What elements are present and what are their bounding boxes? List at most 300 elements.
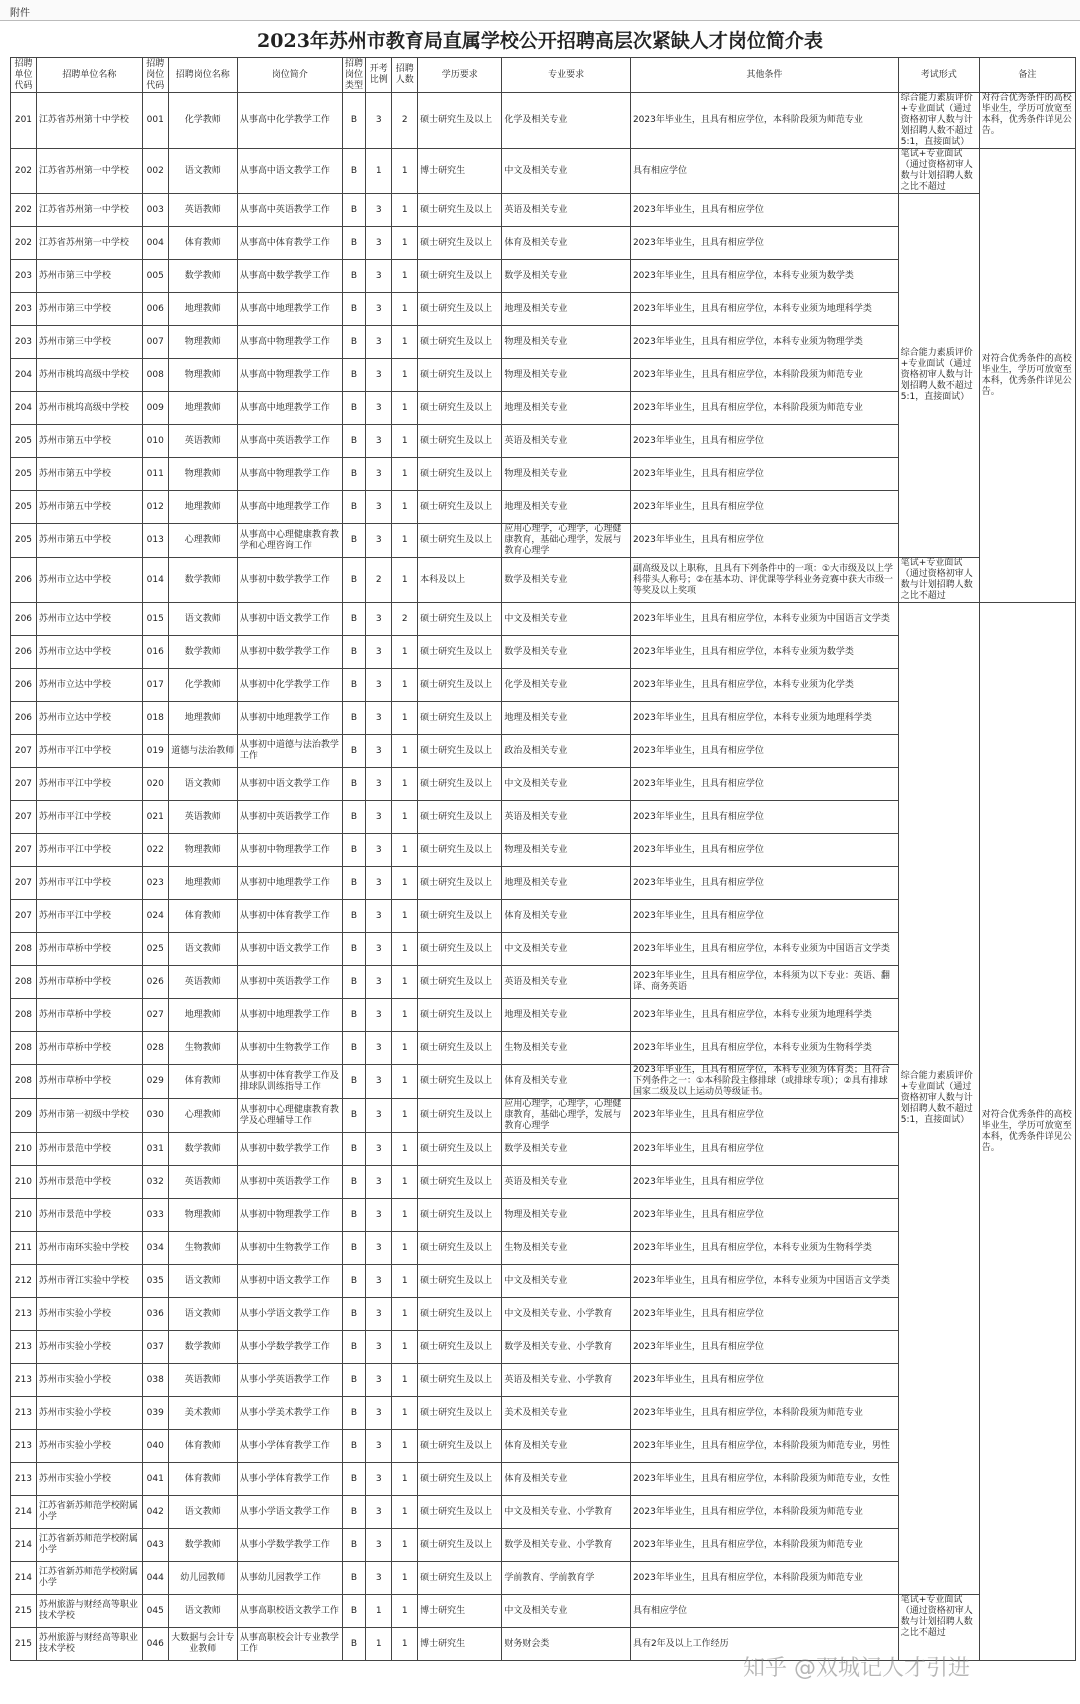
other-conditions-cell: 2023年毕业生，且具有相应学位，本科专业须为生物科学类	[630, 1032, 898, 1065]
major-cell: 政治及相关专业	[502, 735, 631, 768]
education-cell: 硕士研究生及以上	[418, 1529, 502, 1562]
post-type-cell: B	[342, 1463, 366, 1496]
other-conditions-cell: 2023年毕业生，且具有相应学位，本科专业须为中国语言文学类	[630, 933, 898, 966]
post-type-cell: B	[342, 524, 366, 558]
unit-code-cell: 201	[11, 93, 37, 149]
exam-ratio-cell: 3	[366, 326, 392, 359]
unit-name-cell: 苏州市实验小学校	[36, 1298, 142, 1331]
other-conditions-cell: 2023年毕业生，且具有相应学位	[630, 900, 898, 933]
post-type-cell: B	[342, 1065, 366, 1099]
unit-name-cell: 苏州市第三中学校	[36, 293, 142, 326]
post-type-cell: B	[342, 458, 366, 491]
column-header: 岗位简介	[237, 58, 342, 93]
other-conditions-cell: 2023年毕业生，且具有相应学位	[630, 867, 898, 900]
post-name-cell: 生物教师	[168, 1232, 237, 1265]
post-type-cell: B	[342, 149, 366, 194]
exam-ratio-cell: 3	[366, 636, 392, 669]
hire-count-cell: 1	[392, 1430, 418, 1463]
post-intro-cell: 从事初中物理教学工作	[237, 1199, 342, 1232]
post-code-cell: 043	[142, 1529, 168, 1562]
unit-name-cell: 苏州市立达中学校	[36, 603, 142, 636]
exam-format-cell: 笔试+专业面试（通过资格初审人数与计划招聘人数之比不超过	[898, 1595, 979, 1661]
exam-ratio-cell: 3	[366, 933, 392, 966]
post-intro-cell: 从事高中语文教学工作	[237, 149, 342, 194]
hire-count-cell: 1	[392, 194, 418, 227]
education-cell: 硕士研究生及以上	[418, 1562, 502, 1595]
education-cell: 硕士研究生及以上	[418, 326, 502, 359]
unit-code-cell: 203	[11, 293, 37, 326]
education-cell: 硕士研究生及以上	[418, 93, 502, 149]
post-intro-cell: 从事高中物理教学工作	[237, 359, 342, 392]
post-type-cell: B	[342, 1430, 366, 1463]
hire-count-cell: 2	[392, 93, 418, 149]
hire-count-cell: 1	[392, 1133, 418, 1166]
post-name-cell: 英语教师	[168, 801, 237, 834]
post-intro-cell: 从事小学体育教学工作	[237, 1430, 342, 1463]
education-cell: 硕士研究生及以上	[418, 392, 502, 425]
top-strip	[0, 0, 1080, 21]
unit-name-cell: 苏州市草桥中学校	[36, 933, 142, 966]
education-cell: 硕士研究生及以上	[418, 1232, 502, 1265]
post-code-cell: 038	[142, 1364, 168, 1397]
post-name-cell: 地理教师	[168, 392, 237, 425]
attachment-label: 附件	[10, 8, 30, 19]
post-name-cell: 体育教师	[168, 1430, 237, 1463]
post-intro-cell: 从事小学英语教学工作	[237, 1364, 342, 1397]
post-code-cell: 040	[142, 1430, 168, 1463]
education-cell: 硕士研究生及以上	[418, 1265, 502, 1298]
post-type-cell: B	[342, 735, 366, 768]
unit-code-cell: 211	[11, 1232, 37, 1265]
education-cell: 硕士研究生及以上	[418, 702, 502, 735]
post-code-cell: 036	[142, 1298, 168, 1331]
post-type-cell: B	[342, 260, 366, 293]
hire-count-cell: 1	[392, 1364, 418, 1397]
post-intro-cell: 从事高中化学教学工作	[237, 93, 342, 149]
remark-cell: 对符合优秀条件的高校毕业生，学历可放宽至本科，优秀条件详见公告。	[979, 149, 1075, 603]
post-name-cell: 英语教师	[168, 1166, 237, 1199]
post-intro-cell: 从事初中地理教学工作	[237, 867, 342, 900]
exam-ratio-cell: 3	[366, 999, 392, 1032]
unit-code-cell: 206	[11, 702, 37, 735]
unit-code-cell: 212	[11, 1265, 37, 1298]
education-cell: 硕士研究生及以上	[418, 1397, 502, 1430]
column-header: 招聘岗位代码	[142, 58, 168, 93]
unit-code-cell: 207	[11, 735, 37, 768]
unit-code-cell: 205	[11, 458, 37, 491]
education-cell: 硕士研究生及以上	[418, 194, 502, 227]
exam-ratio-cell: 3	[366, 458, 392, 491]
hire-count-cell: 1	[392, 558, 418, 603]
exam-ratio-cell: 3	[366, 966, 392, 999]
hire-count-cell: 1	[392, 999, 418, 1032]
exam-ratio-cell: 3	[366, 1199, 392, 1232]
major-cell: 数学及相关专业	[502, 636, 631, 669]
post-type-cell: B	[342, 227, 366, 260]
major-cell: 地理及相关专业	[502, 867, 631, 900]
exam-ratio-cell: 3	[366, 1133, 392, 1166]
unit-code-cell: 210	[11, 1199, 37, 1232]
post-code-cell: 015	[142, 603, 168, 636]
post-code-cell: 018	[142, 702, 168, 735]
other-conditions-cell: 2023年毕业生，且具有相应学位	[630, 491, 898, 524]
education-cell: 硕士研究生及以上	[418, 801, 502, 834]
other-conditions-cell: 2023年毕业生，且具有相应学位，本科阶段须为师范专业	[630, 1496, 898, 1529]
unit-code-cell: 208	[11, 1065, 37, 1099]
other-conditions-cell: 2023年毕业生，且具有相应学位，本科阶段须为师范专业，男性	[630, 1430, 898, 1463]
exam-ratio-cell: 3	[366, 1331, 392, 1364]
post-type-cell: B	[342, 1331, 366, 1364]
post-type-cell: B	[342, 293, 366, 326]
education-cell: 硕士研究生及以上	[418, 1331, 502, 1364]
post-intro-cell: 从事初中化学教学工作	[237, 669, 342, 702]
post-name-cell: 语文教师	[168, 1298, 237, 1331]
major-cell: 数学及相关专业、小学教育	[502, 1331, 631, 1364]
hire-count-cell: 1	[392, 425, 418, 458]
post-type-cell: B	[342, 834, 366, 867]
other-conditions-cell: 2023年毕业生，且具有相应学位，本科阶段须为师范专业	[630, 93, 898, 149]
major-cell: 生物及相关专业	[502, 1232, 631, 1265]
post-name-cell: 物理教师	[168, 359, 237, 392]
exam-ratio-cell: 3	[366, 1232, 392, 1265]
unit-name-cell: 苏州市景范中学校	[36, 1133, 142, 1166]
exam-ratio-cell: 3	[366, 1463, 392, 1496]
education-cell: 硕士研究生及以上	[418, 1463, 502, 1496]
post-code-cell: 005	[142, 260, 168, 293]
post-type-cell: B	[342, 702, 366, 735]
hire-count-cell: 1	[392, 1265, 418, 1298]
hire-count-cell: 1	[392, 1331, 418, 1364]
post-intro-cell: 从事小学语文教学工作	[237, 1298, 342, 1331]
unit-name-cell: 苏州旅游与财经高等职业技术学校	[36, 1595, 142, 1628]
other-conditions-cell: 2023年毕业生，且具有相应学位，本科专业须为物理学类	[630, 326, 898, 359]
unit-code-cell: 204	[11, 359, 37, 392]
hire-count-cell: 1	[392, 1496, 418, 1529]
hire-count-cell: 1	[392, 900, 418, 933]
hire-count-cell: 1	[392, 933, 418, 966]
post-code-cell: 039	[142, 1397, 168, 1430]
hire-count-cell: 1	[392, 227, 418, 260]
post-name-cell: 语文教师	[168, 1265, 237, 1298]
unit-code-cell: 213	[11, 1298, 37, 1331]
post-type-cell: B	[342, 669, 366, 702]
education-cell: 硕士研究生及以上	[418, 768, 502, 801]
other-conditions-cell: 2023年毕业生，且具有相应学位，本科阶段须为师范专业	[630, 392, 898, 425]
unit-code-cell: 208	[11, 966, 37, 999]
column-header: 开考比例	[366, 58, 392, 93]
hire-count-cell: 1	[392, 1065, 418, 1099]
post-name-cell: 道德与法治教师	[168, 735, 237, 768]
unit-code-cell: 202	[11, 194, 37, 227]
exam-ratio-cell: 3	[366, 524, 392, 558]
post-name-cell: 心理教师	[168, 1099, 237, 1133]
unit-name-cell: 江苏省苏州第一中学校	[36, 149, 142, 194]
unit-name-cell: 江苏省苏州第一中学校	[36, 227, 142, 260]
unit-code-cell: 215	[11, 1595, 37, 1628]
other-conditions-cell: 2023年毕业生，且具有相应学位，本科阶段须为师范专业	[630, 1562, 898, 1595]
hire-count-cell: 1	[392, 801, 418, 834]
unit-name-cell: 苏州市平江中学校	[36, 768, 142, 801]
education-cell: 硕士研究生及以上	[418, 359, 502, 392]
major-cell: 中文及相关专业	[502, 768, 631, 801]
other-conditions-cell: 2023年毕业生，且具有相应学位，本科专业须为化学类	[630, 669, 898, 702]
post-type-cell: B	[342, 1364, 366, 1397]
unit-code-cell: 213	[11, 1430, 37, 1463]
post-code-cell: 019	[142, 735, 168, 768]
exam-ratio-cell: 3	[366, 867, 392, 900]
hire-count-cell: 1	[392, 458, 418, 491]
major-cell: 地理及相关专业	[502, 491, 631, 524]
hire-count-cell: 1	[392, 834, 418, 867]
major-cell: 英语及相关专业	[502, 801, 631, 834]
post-intro-cell: 从事高职校会计专业教学工作	[237, 1628, 342, 1661]
education-cell: 博士研究生	[418, 1595, 502, 1628]
post-type-cell: B	[342, 1496, 366, 1529]
post-type-cell: B	[342, 1199, 366, 1232]
exam-ratio-cell: 3	[366, 93, 392, 149]
education-cell: 硕士研究生及以上	[418, 260, 502, 293]
post-name-cell: 化学教师	[168, 93, 237, 149]
other-conditions-cell: 2023年毕业生，且具有相应学位	[630, 801, 898, 834]
education-cell: 硕士研究生及以上	[418, 1133, 502, 1166]
remark-cell: 对符合优秀条件的高校毕业生，学历可放宽至本科，优秀条件详见公告。	[979, 603, 1075, 1661]
post-code-cell: 025	[142, 933, 168, 966]
column-header: 考试形式	[898, 58, 979, 93]
post-name-cell: 幼儿园教师	[168, 1562, 237, 1595]
major-cell: 中文及相关专业	[502, 603, 631, 636]
table-row	[11, 558, 1076, 603]
exam-ratio-cell: 2	[366, 558, 392, 603]
unit-name-cell: 苏州市立达中学校	[36, 702, 142, 735]
post-intro-cell: 从事初中心理健康教育教学及心理辅导工作	[237, 1099, 342, 1133]
unit-name-cell: 苏州市实验小学校	[36, 1430, 142, 1463]
post-code-cell: 022	[142, 834, 168, 867]
unit-name-cell: 苏州市第五中学校	[36, 524, 142, 558]
post-type-cell: B	[342, 1232, 366, 1265]
post-type-cell: B	[342, 900, 366, 933]
column-header: 学历要求	[418, 58, 502, 93]
exam-ratio-cell: 1	[366, 1595, 392, 1628]
other-conditions-cell: 2023年毕业生，且具有相应学位	[630, 1364, 898, 1397]
hire-count-cell: 1	[392, 768, 418, 801]
unit-name-cell: 苏州市实验小学校	[36, 1331, 142, 1364]
table-row	[11, 149, 1076, 194]
post-code-cell: 023	[142, 867, 168, 900]
table-row	[11, 194, 1076, 227]
column-header: 招聘人数	[392, 58, 418, 93]
unit-code-cell: 202	[11, 149, 37, 194]
other-conditions-cell: 2023年毕业生，且具有相应学位	[630, 768, 898, 801]
other-conditions-cell: 2023年毕业生，且具有相应学位，本科专业须为数学类	[630, 260, 898, 293]
unit-name-cell: 苏州市第三中学校	[36, 326, 142, 359]
post-name-cell: 大数据与会计专业教师	[168, 1628, 237, 1661]
hire-count-cell: 1	[392, 293, 418, 326]
post-type-cell: B	[342, 1265, 366, 1298]
post-intro-cell: 从事小学数学教学工作	[237, 1331, 342, 1364]
major-cell: 英语及相关专业	[502, 966, 631, 999]
post-type-cell: B	[342, 1032, 366, 1065]
hire-count-cell: 1	[392, 260, 418, 293]
unit-code-cell: 213	[11, 1397, 37, 1430]
major-cell: 物理及相关专业	[502, 834, 631, 867]
page-title: 2023年苏州市教育局直属学校公开招聘高层次紧缺人才岗位简介表	[257, 30, 823, 52]
post-intro-cell: 从事初中生物教学工作	[237, 1032, 342, 1065]
post-code-cell: 033	[142, 1199, 168, 1232]
post-intro-cell: 从事初中物理教学工作	[237, 834, 342, 867]
education-cell: 硕士研究生及以上	[418, 603, 502, 636]
post-intro-cell: 从事初中地理教学工作	[237, 702, 342, 735]
remark-cell: 对符合优秀条件的高校毕业生，学历可放宽至本科，优秀条件详见公告。	[979, 93, 1075, 149]
post-name-cell: 物理教师	[168, 1199, 237, 1232]
post-intro-cell: 从事初中数学教学工作	[237, 558, 342, 603]
exam-ratio-cell: 3	[366, 1529, 392, 1562]
post-name-cell: 地理教师	[168, 999, 237, 1032]
exam-ratio-cell: 3	[366, 194, 392, 227]
unit-name-cell: 苏州市立达中学校	[36, 636, 142, 669]
post-name-cell: 物理教师	[168, 326, 237, 359]
other-conditions-cell: 副高级及以上职称，且具有下列条件中的一项：①大市级及以上学科带头人称号；②在基本功、评优课等学科业务竞赛中获大市级一等奖及以上奖项	[630, 558, 898, 603]
hire-count-cell: 1	[392, 149, 418, 194]
post-type-cell: B	[342, 392, 366, 425]
exam-ratio-cell: 3	[366, 293, 392, 326]
major-cell: 中文及相关专业	[502, 1265, 631, 1298]
exam-format-cell: 笔试+专业面试（通过资格初审人数与计划招聘人数之比不超过	[898, 558, 979, 603]
post-name-cell: 语文教师	[168, 768, 237, 801]
post-intro-cell: 从事高中数学教学工作	[237, 260, 342, 293]
post-intro-cell: 从事高中地理教学工作	[237, 293, 342, 326]
post-intro-cell: 从事小学美术教学工作	[237, 1397, 342, 1430]
column-header: 招聘岗位名称	[168, 58, 237, 93]
post-type-cell: B	[342, 194, 366, 227]
post-name-cell: 体育教师	[168, 227, 237, 260]
post-code-cell: 027	[142, 999, 168, 1032]
unit-code-cell: 215	[11, 1628, 37, 1661]
post-code-cell: 042	[142, 1496, 168, 1529]
hire-count-cell: 1	[392, 1232, 418, 1265]
post-code-cell: 034	[142, 1232, 168, 1265]
major-cell: 数学及相关专业	[502, 1133, 631, 1166]
exam-ratio-cell: 3	[366, 1397, 392, 1430]
other-conditions-cell: 2023年毕业生，且具有相应学位	[630, 1133, 898, 1166]
post-name-cell: 英语教师	[168, 425, 237, 458]
major-cell: 数学及相关专业	[502, 558, 631, 603]
unit-code-cell: 213	[11, 1331, 37, 1364]
hire-count-cell: 1	[392, 1529, 418, 1562]
hire-count-cell: 1	[392, 1463, 418, 1496]
education-cell: 硕士研究生及以上	[418, 458, 502, 491]
education-cell: 硕士研究生及以上	[418, 1199, 502, 1232]
post-code-cell: 002	[142, 149, 168, 194]
other-conditions-cell: 具有相应学位	[630, 149, 898, 194]
education-cell: 本科及以上	[418, 558, 502, 603]
major-cell: 学前教育、学前教育学	[502, 1562, 631, 1595]
major-cell: 数学及相关专业、小学教育	[502, 1529, 631, 1562]
post-name-cell: 体育教师	[168, 900, 237, 933]
major-cell: 物理及相关专业	[502, 359, 631, 392]
exam-format-cell: 综合能力素质评价+专业面试（通过资格初审人数与计划招聘人数不超过5:1，直接面试）	[898, 93, 979, 149]
hire-count-cell: 1	[392, 1595, 418, 1628]
post-intro-cell: 从事初中数学教学工作	[237, 1133, 342, 1166]
unit-name-cell: 苏州市景范中学校	[36, 1199, 142, 1232]
post-intro-cell: 从事高中英语教学工作	[237, 194, 342, 227]
post-type-cell: B	[342, 93, 366, 149]
unit-name-cell: 苏州市实验小学校	[36, 1463, 142, 1496]
unit-name-cell: 苏州市平江中学校	[36, 900, 142, 933]
major-cell: 财务财会类	[502, 1628, 631, 1661]
exam-ratio-cell: 3	[366, 1099, 392, 1133]
unit-code-cell: 210	[11, 1133, 37, 1166]
unit-code-cell: 208	[11, 1032, 37, 1065]
other-conditions-cell: 2023年毕业生，且具有相应学位，本科阶段须为师范专业	[630, 1397, 898, 1430]
exam-ratio-cell: 3	[366, 392, 392, 425]
unit-code-cell: 202	[11, 227, 37, 260]
education-cell: 硕士研究生及以上	[418, 999, 502, 1032]
post-intro-cell: 从事小学数学教学工作	[237, 1529, 342, 1562]
post-intro-cell: 从事初中语文教学工作	[237, 933, 342, 966]
post-type-cell: B	[342, 491, 366, 524]
post-type-cell: B	[342, 1166, 366, 1199]
unit-name-cell: 江苏省新苏师范学校附属小学	[36, 1529, 142, 1562]
post-name-cell: 物理教师	[168, 834, 237, 867]
post-code-cell: 031	[142, 1133, 168, 1166]
exam-ratio-cell: 3	[366, 603, 392, 636]
post-code-cell: 030	[142, 1099, 168, 1133]
post-code-cell: 021	[142, 801, 168, 834]
education-cell: 硕士研究生及以上	[418, 1430, 502, 1463]
major-cell: 地理及相关专业	[502, 392, 631, 425]
hire-count-cell: 1	[392, 1032, 418, 1065]
unit-code-cell: 206	[11, 636, 37, 669]
exam-ratio-cell: 3	[366, 260, 392, 293]
education-cell: 硕士研究生及以上	[418, 1166, 502, 1199]
hire-count-cell: 2	[392, 603, 418, 636]
hire-count-cell: 1	[392, 636, 418, 669]
major-cell: 体育及相关专业	[502, 227, 631, 260]
exam-ratio-cell: 3	[366, 1430, 392, 1463]
education-cell: 硕士研究生及以上	[418, 524, 502, 558]
hire-count-cell: 1	[392, 524, 418, 558]
post-code-cell: 020	[142, 768, 168, 801]
education-cell: 硕士研究生及以上	[418, 1099, 502, 1133]
post-type-cell: B	[342, 1628, 366, 1661]
post-name-cell: 语文教师	[168, 933, 237, 966]
unit-name-cell: 苏州市立达中学校	[36, 669, 142, 702]
post-intro-cell: 从事初中语文教学工作	[237, 603, 342, 636]
unit-code-cell: 206	[11, 558, 37, 603]
major-cell: 中文及相关专业、小学教育	[502, 1298, 631, 1331]
unit-name-cell: 江苏省苏州第十中学校	[36, 93, 142, 149]
other-conditions-cell: 2023年毕业生，且具有相应学位，本科须为以下专业：英语、翻译、商务英语	[630, 966, 898, 999]
exam-ratio-cell: 3	[366, 1562, 392, 1595]
unit-name-cell: 苏州市胥江实验中学校	[36, 1265, 142, 1298]
education-cell: 博士研究生	[418, 1628, 502, 1661]
hire-count-cell: 1	[392, 669, 418, 702]
post-intro-cell: 从事幼儿园教学工作	[237, 1562, 342, 1595]
table-header	[11, 58, 1076, 93]
post-type-cell: B	[342, 603, 366, 636]
education-cell: 硕士研究生及以上	[418, 1364, 502, 1397]
post-name-cell: 英语教师	[168, 194, 237, 227]
major-cell: 化学及相关专业	[502, 669, 631, 702]
education-cell: 硕士研究生及以上	[418, 735, 502, 768]
hire-count-cell: 1	[392, 1628, 418, 1661]
unit-code-cell: 213	[11, 1364, 37, 1397]
unit-name-cell: 苏州市景范中学校	[36, 1166, 142, 1199]
other-conditions-cell: 2023年毕业生，且具有相应学位	[630, 735, 898, 768]
major-cell: 应用心理学，心理学，心理健康教育，基础心理学，发展与教育心理学	[502, 524, 631, 558]
post-code-cell: 012	[142, 491, 168, 524]
unit-name-cell: 苏州市第三中学校	[36, 260, 142, 293]
